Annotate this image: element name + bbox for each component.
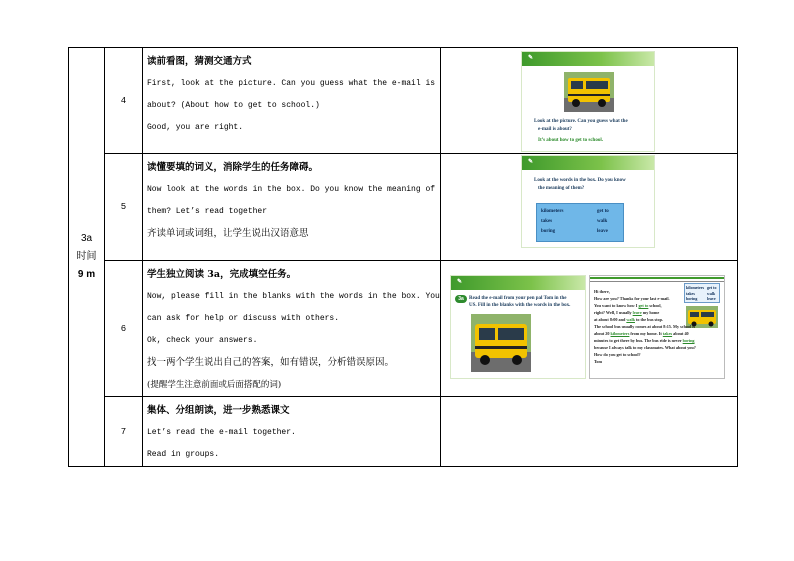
email-blank-answer: walk — [626, 317, 635, 322]
slide-answer: It’s about how to get to school. — [538, 138, 603, 143]
word-box — [536, 203, 624, 242]
step-number: 6 — [105, 261, 143, 397]
lesson-plan-table — [68, 47, 738, 467]
empty-slide-cell — [441, 397, 738, 467]
step-line: Now, please fill in the blanks with the words in the box. You — [147, 292, 440, 301]
slide-question: e-mail is about? — [538, 127, 572, 132]
step-content — [143, 48, 441, 154]
email-line: The school bus usually comes at about 8:15. My school is — [594, 324, 696, 329]
step-line: Good, you are right. — [147, 123, 244, 132]
word-item: takes — [686, 290, 695, 296]
step-heading: 集体、分组朗读，进一步熟悉课文 — [147, 405, 290, 416]
word-item: walk — [707, 290, 716, 296]
slide-email-text — [589, 275, 725, 379]
step-content — [143, 261, 441, 397]
email-blank-answer: takes — [662, 331, 673, 336]
word-item: get to — [707, 285, 717, 290]
slide-question: Read the e-mail from your pen pal Tom in the — [469, 296, 567, 301]
section-label: 时间 — [76, 251, 97, 262]
step-heading: 读懂要填的词义，消除学生的任务障碍。 — [147, 162, 319, 173]
step-line: First, look at the picture. Can you guess what the e-mail is — [147, 79, 436, 88]
word-item: get to — [597, 209, 609, 214]
slide-cell — [441, 48, 738, 154]
school-bus-icon — [471, 314, 531, 372]
slide-question: Look at the picture. Can you guess what the — [534, 119, 628, 124]
section-code: 3a — [80, 233, 93, 244]
step-line: can ask for help or discuss with others. — [147, 314, 340, 323]
word-box — [684, 283, 720, 303]
slide-question: Look at the words in the box. Do you know — [534, 178, 626, 183]
email-blank-answer: leave — [632, 310, 642, 315]
textbook-logo-icon: ✎ — [528, 159, 534, 165]
email-line: at about 8:00 and walk to the bus stop. — [594, 317, 664, 322]
step-line: Let’s read the e-mail together. — [147, 428, 296, 437]
email-blank-answer: boring — [682, 338, 695, 343]
email-greeting: Hi there, — [594, 289, 610, 294]
email-line: minutes to get there by bus. The bus ride is never boring — [594, 338, 695, 343]
step-number: 4 — [105, 48, 143, 154]
word-item: leave — [707, 296, 716, 301]
step-line: Ok, check your answers. — [147, 336, 258, 345]
section-cell — [69, 48, 105, 467]
step-line: Read in groups. — [147, 450, 220, 459]
email-line: How do you get to school? — [594, 352, 641, 357]
email-blank-answer: get to — [638, 303, 649, 308]
word-item: walk — [597, 219, 608, 224]
slide-question: the meaning of them? — [538, 186, 585, 191]
school-bus-icon — [564, 72, 614, 112]
email-line: right? Well, I usually leave my home — [594, 310, 660, 315]
step-line: about? (About how to get to school.) — [147, 101, 320, 110]
email-blank-answer: kilometers — [610, 331, 630, 336]
step-content — [143, 397, 441, 467]
step-content — [143, 154, 441, 261]
email-signature: Tom — [594, 359, 602, 364]
word-item: kilometers — [541, 209, 564, 214]
step-heading: 读前看图，猜测交通方式 — [147, 56, 252, 67]
step-line: (提醒学生注意前面或后面搭配的词) — [147, 380, 282, 390]
email-line: You want to know how I get to school, — [594, 303, 662, 308]
email-line: because I always talk to my classmates. What about you? — [594, 345, 696, 350]
section-minutes: 9 m — [77, 269, 96, 280]
slide-cell — [441, 261, 738, 397]
textbook-logo-icon: ✎ — [528, 55, 534, 61]
slide-guess-picture — [521, 51, 655, 152]
textbook-logo-icon: ✎ — [457, 279, 463, 285]
step-number: 7 — [105, 397, 143, 467]
step-line: Now look at the words in the box. Do you know the meaning of — [147, 185, 436, 194]
word-item: kilometers — [686, 285, 704, 290]
step-heading: 学生独立阅读 3a，完成填空任务。 — [147, 269, 297, 280]
slide-question: US. Fill in the blanks with the words in the box. — [469, 303, 571, 308]
word-item: boring — [541, 229, 556, 234]
word-item: leave — [597, 229, 608, 234]
word-item: takes — [541, 219, 553, 224]
exercise-tag: 3a — [455, 295, 467, 303]
step-line: them? Let’s read together — [147, 207, 268, 216]
slide-cell — [441, 154, 738, 261]
slide-read-email — [450, 275, 586, 379]
slide-word-box — [521, 155, 655, 248]
email-line: How are you? Thanks for your last e-mail. — [594, 296, 670, 301]
step-line: 找一两个学生说出自己的答案，如有错误，分析错误原因。 — [147, 357, 395, 368]
email-line: about 20 kilometers from my home. It takes about 40 — [594, 331, 689, 336]
word-item: boring — [686, 296, 698, 301]
step-line: 齐读单词或词组，让学生说出汉语意思 — [147, 228, 309, 239]
step-number: 5 — [105, 154, 143, 261]
